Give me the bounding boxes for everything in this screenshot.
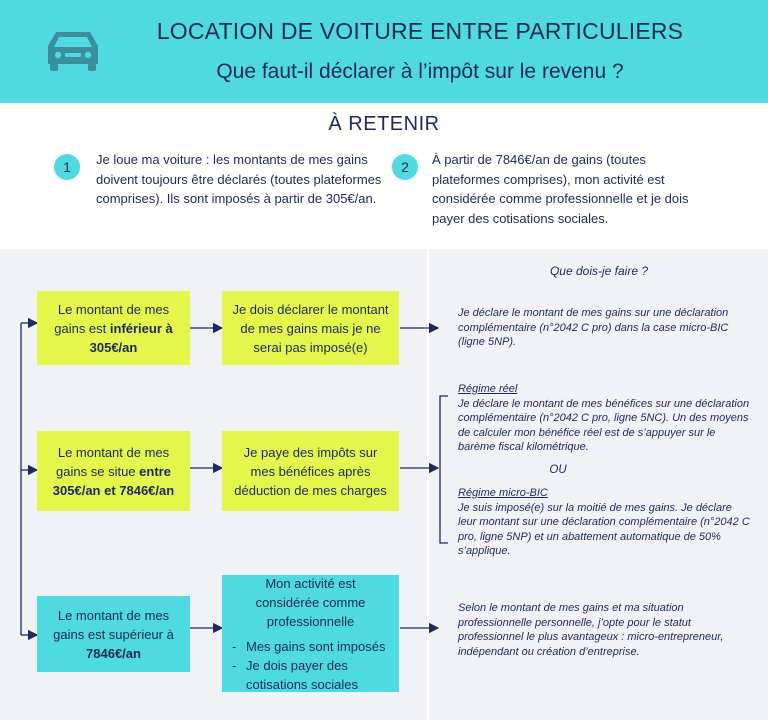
- step-number-2: 2: [392, 154, 418, 180]
- page-title: LOCATION DE VOITURE ENTRE PARTICULIERS: [156, 18, 684, 44]
- outcome-box-declare-no-tax: Je dois déclarer le montant de mes gains mais je ne serai pas imposé(e): [222, 291, 399, 365]
- section-heading: À RETENIR: [328, 113, 440, 135]
- option-title: Régime réel: [458, 383, 518, 395]
- action-text-3: Selon le montant de mes gains et ma situation professionnelle personnelle, j’opte pour le statut professionnel le plus avantageux : micro-entrepreneur, indépendant ou création d’entreprise.: [458, 602, 724, 658]
- question-heading: Que dois-je faire ?: [549, 264, 649, 278]
- bullet-item: - Je dois payer des cotisations sociales: [232, 656, 389, 694]
- page-subtitle: Que faut-il déclarer à l’impôt sur le revenu ?: [216, 60, 624, 83]
- condition-box-above-7846: [37, 596, 190, 672]
- option-text: Je déclare le montant de mes bénéfices sur une déclaration complémentaire (n°2042 C pro, ligne 5NC). Un des moyens de calculer mon bénéfice réel est de s’appuyer sur le barème fiscal kilométrique.: [458, 397, 750, 453]
- condition-box-between: [37, 431, 190, 511]
- condition-text: Le montant de mes gains est supérieur à 7846€/an: [53, 607, 174, 661]
- condition-text: Le montant de mes gains se situe entre 305€/an et 7846€/an: [52, 444, 175, 498]
- action-text-1: Je déclare le montant de mes gains sur une déclaration complémentaire (n°2042 C pro) dans la case micro-BIC (ligne 5NP).: [458, 307, 729, 348]
- condition-box-below-305: [37, 291, 190, 365]
- step-number-1: 1: [54, 154, 80, 180]
- option-regime-reel: [458, 382, 750, 455]
- key-point-2: À partir de 7846€/an de gains (toutes plateformes comprises), mon activité est considérée comme professionnelle et je dois payer des cotisations sociales.: [432, 152, 689, 226]
- key-point-1: Je loue ma voiture : les montants de mes gains doivent toujours être déclarés (toutes plateformes comprises). Ils sont imposés à partir de 305€/an.: [96, 152, 382, 206]
- option-regime-micro-bic: [458, 486, 750, 559]
- option-text: Je suis imposé(e) sur la moitié de mes gains. Je déclare leur montant sur une déclaration complémentaire (n°2042 C pro, ligne 5NP) et un abattement automatique de 50% s’applique.: [458, 501, 750, 557]
- outcome-bullets: [232, 637, 389, 694]
- option-title: Régime micro-BIC: [458, 487, 548, 499]
- outcome-box-professional: [222, 575, 399, 692]
- or-label: OU: [549, 464, 567, 476]
- bullet-item: - Mes gains sont imposés: [232, 637, 389, 656]
- condition-text: Le montant de mes gains est inférieur à 305€/an: [54, 301, 173, 355]
- outcome-box-pay-tax: Je paye des impôts sur mes bénéfices après déduction de mes charges: [222, 431, 399, 511]
- outcome-title: Mon activité est considérée comme professionnelle: [255, 575, 366, 629]
